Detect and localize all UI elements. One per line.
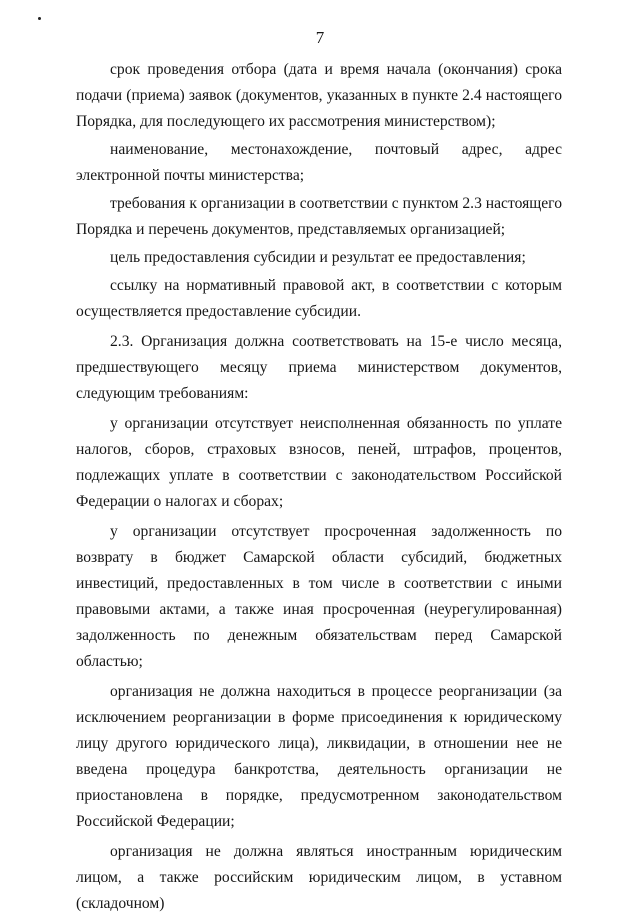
document-body xyxy=(76,57,562,917)
paragraph-no-overdue-debt: у организации отсутствует просроченная задолженность по возврату в бюджет Самарской области субсидий, бюджетных инвестиций, предоставленных в том числе в соответствии с иными правовыми актами, а также иная просроченная (неурегулированная) задолженность по денежным обязательствам перед Самарской областью; xyxy=(76,523,562,670)
paragraph-ministry-contacts: наименование, местонахождение, почтовый адрес, адрес электронной почты министерства; xyxy=(76,141,562,184)
page-number: 7 xyxy=(315,28,325,47)
paragraph-no-tax-debt: у организации отсутствует неисполненная обязанность по уплате налогов, сборов, страховых взносов, пеней, штрафов, процентов, подлежащих уплате в соответствии с законодательством Российской Федерации о налогах и сборах; xyxy=(76,415,562,510)
paragraph-requirements-documents: требования к организации в соответствии с пунктом 2.3 настоящего Порядка и перечень документов, представляемых организацией; xyxy=(76,195,562,238)
paragraph-no-reorganization: организация не должна находиться в процессе реорганизации (за исключением реорганизации в форме присоединения к юридическому лицу другого юридического лица), ликвидации, в отношении нее не введена процедура банкротства, деятельность организации не приостановлена в порядке, предусмотренном законодательством Российской Федерации; xyxy=(76,683,562,830)
paragraph-section-2-3: 2.3. Организация должна соответствовать на 15-е число месяца, предшествующего месяцу приема министерством документов, следующим требованиям: xyxy=(76,333,562,402)
paragraph-selection-period: срок проведения отбора (дата и время начала (окончания) срока подачи (приема) заявок (документов, указанных в пункте 2.4 настоящего Порядка, для последующего их рассмотрения министерством); xyxy=(76,61,562,130)
scan-speck xyxy=(38,17,41,20)
paragraph-subsidy-goal: цель предоставления субсидии и результат ее предоставления; xyxy=(110,249,526,266)
paragraph-not-foreign-entity: организация не должна являться иностранным юридическим лицом, а также российским юридическим лицом, в уставном (складочном) xyxy=(76,843,562,912)
paragraph-legal-act-link: ссылку на нормативный правовой акт, в соответствии с которым осуществляется предоставление субсидии. xyxy=(76,277,562,320)
